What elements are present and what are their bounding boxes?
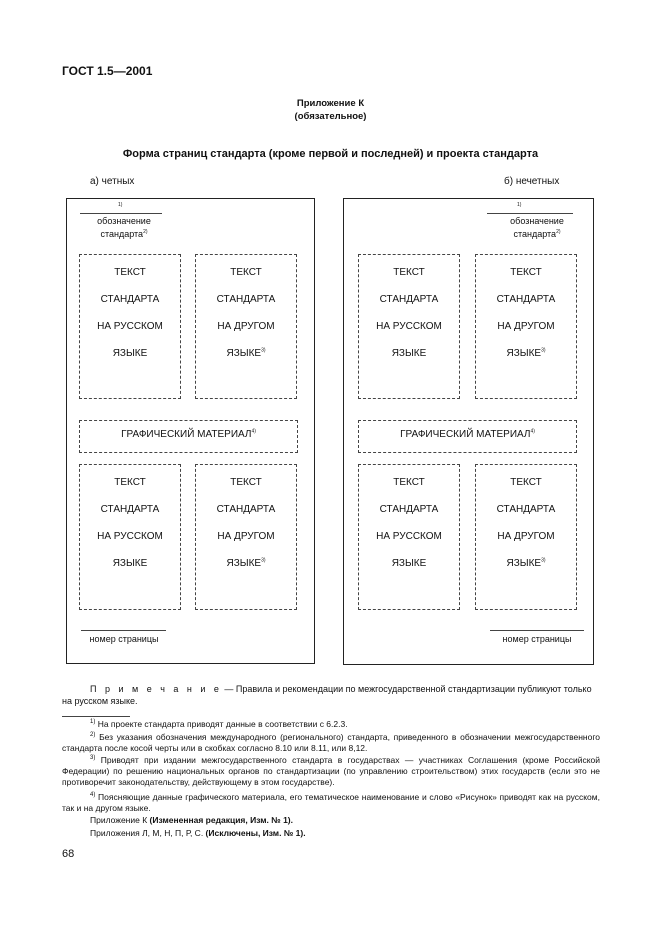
russian-text-block: ТЕКСТ СТАНДАРТА НА РУССКОМ ЯЗЫКЕ <box>358 464 460 610</box>
appendix-status: (обязательное) <box>294 111 367 122</box>
other-language-text-block: ТЕКСТ СТАНДАРТА НА ДРУГОМ ЯЗЫКЕ$^{3)}$ <box>195 254 297 399</box>
even-page-frame <box>66 198 315 664</box>
document-code: ГОСТ 1.5—2001 <box>62 64 153 78</box>
footnote-3: $^{3)}$ Приводят при издании межгосударственного стандарта в государствах — участниках Соглашения (кроме Российской Федерации) по решению национальных органов по стандартизации (по управлению строительством) этих государств (если это не противоречит законодательству, действующему в этом государстве). <box>62 755 600 787</box>
footnote-mark-1: 1) <box>517 202 522 208</box>
note-label: П р и м е ч а н и е <box>90 684 222 694</box>
footnote-1: $^{1)}$ На проекте стандарта приводят данные в соответствии с 6.2.3. <box>90 719 348 729</box>
designation-line <box>80 213 162 214</box>
appendix-title: Приложение К <box>296 98 365 109</box>
graphic-material-block: ГРАФИЧЕСКИЙ МАТЕРИАЛ$^{4)}$ <box>358 420 577 453</box>
page-number-line <box>490 630 584 631</box>
standard-designation: обозначение стандарта$^{2)}$ <box>510 216 564 239</box>
even-pages-label: а) четных <box>90 176 135 187</box>
designation-line <box>487 213 573 214</box>
footnote-4: $^{4)}$ Поясняющие данные графического материала, его тематическое наименование и слово «Рисунок» приводят как на русском, так и на другом языке. <box>62 792 600 813</box>
russian-text-block: ТЕКСТ СТАНДАРТА НА РУССКОМ ЯЗЫКЕ <box>358 254 460 399</box>
russian-text-block: ТЕКСТ СТАНДАРТА НА РУССКОМ ЯЗЫКЕ <box>79 464 181 610</box>
page-number-label: номер страницы <box>502 634 572 644</box>
edit-note-excluded-appendices: Приложения Л, М, Н, П, Р, С. (Исключены, Изм. № 1). <box>90 828 306 838</box>
page-number: 68 <box>62 848 75 860</box>
russian-text-block: ТЕКСТ СТАНДАРТА НА РУССКОМ ЯЗЫКЕ <box>79 254 181 399</box>
graphic-material-block: ГРАФИЧЕСКИЙ МАТЕРИАЛ$^{4)}$ <box>79 420 298 453</box>
other-language-text-block: ТЕКСТ СТАНДАРТА НА ДРУГОМ ЯЗЫКЕ$^{3)}$ <box>475 464 577 610</box>
page-number-label: номер страницы <box>89 634 159 644</box>
footnote-2: $^{2)}$ Без указания обозначения международного (регионального) стандарта, приведенного в обозначении межгосударственного стандарта после косой черты или в скобках согласно 8.10 или 8.11, или 8,12. <box>62 732 600 753</box>
odd-pages-label: б) нечетных <box>504 176 560 187</box>
page-number-line <box>81 630 166 631</box>
note-paragraph <box>62 683 600 707</box>
other-language-text-block: ТЕКСТ СТАНДАРТА НА ДРУГОМ ЯЗЫКЕ$^{3)}$ <box>475 254 577 399</box>
footnote-separator <box>62 716 130 717</box>
other-language-text-block: ТЕКСТ СТАНДАРТА НА ДРУГОМ ЯЗЫКЕ$^{3)}$ <box>195 464 297 610</box>
form-title: Форма страниц стандарта (кроме первой и последней) и проекта стандарта <box>122 148 539 160</box>
footnote-mark-1: 1) <box>118 202 123 208</box>
edit-note-appendix-k: Приложение К (Измененная редакция, Изм. № 1). <box>90 815 293 825</box>
note-text: — Правила и рекомендации по межгосударственной стандартизации публикуют только на русском языке. <box>62 684 592 706</box>
odd-page-frame <box>343 198 594 665</box>
standard-designation: обозначение стандарта$^{2)}$ <box>97 216 151 239</box>
